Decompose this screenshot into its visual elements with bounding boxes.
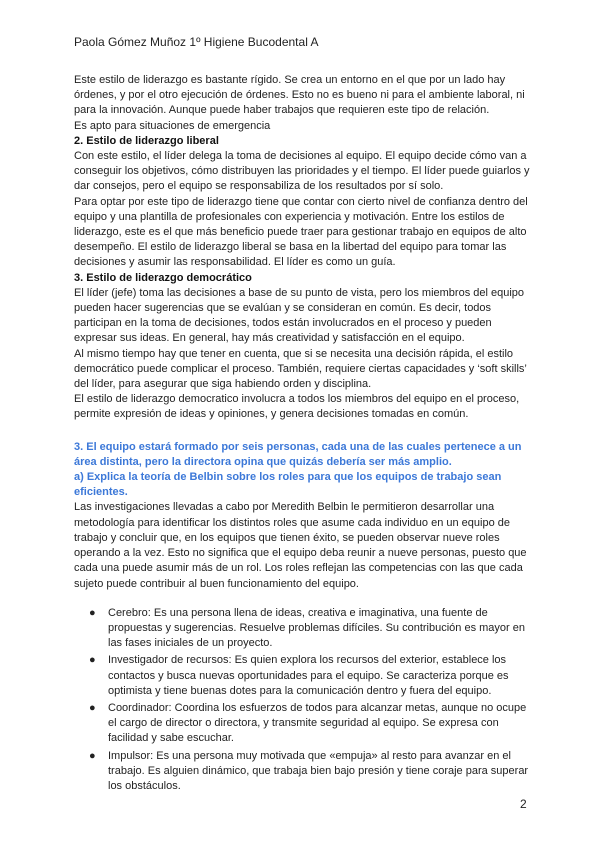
heading-democratic: 3. Estilo de liderazgo democrático — [74, 271, 252, 284]
page-number: 2 — [520, 797, 527, 811]
list-item — [74, 749, 534, 795]
heading-liberal: 2. Estilo de liderazgo liberal — [74, 134, 219, 147]
bullet-icon: ● — [89, 701, 96, 714]
democratic-paragraph-3: El estilo de liderazgo democratico involucra a todos los miembros del equipo en el proceso, permite expresión de ideas y opiniones, y genera decisiones tomadas en común. — [74, 393, 520, 421]
list-item — [74, 653, 534, 699]
intro-paragraph: Este estilo de liderazgo es bastante rígido. Se crea un entorno en el que por un lado hay órdenes, y por el otro ejecución de órdenes. Esto no es bueno ni para el ambiente laboral, ni para la innovación. Aunque puede haber trabajos que requieren este tipo de relación. — [74, 74, 525, 117]
role-text: Coordinador: Coordina los esfuerzos de todos para alcanzar metas, aunque no ocupe el cargo de director o directora, y transmite seguridad al equipo. Se expresa con facilidad y sabe escuchar. — [108, 701, 527, 745]
belbin-roles-list — [74, 606, 534, 794]
democratic-paragraph-1: El líder (jefe) toma las decisiones a base de su punto de vista, pero los miembros del equipo pueden hacer sugerencias que se evalúan y se consideran en común. Es decir, todos participan en la toma de decisiones, todos están involucrados en el proceso y pueden expresar sus ideas. En general, hay más creatividad y satisfacción en el equipo. — [74, 286, 525, 345]
list-item — [74, 606, 534, 652]
belbin-intro-paragraph: Las investigaciones llevadas a cabo por Meredith Belbin le permitieron desarrollar una metodología para identificar los distintos roles que asume cada individuo en un equipo de trabajo y concluir que, en los equipos que tienen éxito, se pueden observar nueve roles operando a la vez. Esto no significa que el equipo deba reunir a nueve personas, puesto que cada una puede asumir más de un rol. Los roles reflejan las competencias con las que cada sujeto puede contribuir al buen funcionamiento del equipo. — [74, 501, 527, 590]
intro-emergency-line: Es apto para situaciones de emergencia — [74, 119, 271, 132]
list-item — [74, 701, 534, 747]
bullet-icon: ● — [89, 654, 96, 667]
role-text: Cerebro: Es una persona llena de ideas, creativa e imaginativa, una fuente de propuestas y sugerencias. Resuelve problemas difíciles. Su contribución es mayor en las fases iniciales de un proyecto. — [108, 606, 525, 650]
bullet-icon: ● — [89, 606, 96, 619]
question-3a: a) Explica la teoría de Belbin sobre los roles para que los equipos de trabajo sean eficientes. — [74, 471, 502, 499]
document-body — [74, 73, 534, 796]
role-text: Impulsor: Es una persona muy motivada que «empuja» al resto para avanzar en el trabajo. Es alguien dinámico, que trabaja bien bajo presión y tiene coraje para superar los obstáculos. — [108, 749, 529, 792]
page-header: Paola Gómez Muñoz 1º Higiene Bucodental A — [74, 35, 319, 49]
spacer — [74, 423, 534, 440]
liberal-paragraph-2: Para optar por este tipo de liderazgo tiene que contar con cierto nivel de confianza dentro del equipo y una plantilla de profesionales con experiencia y motivación. Entre los estilos de liderazgo, este es el que más beneficio puede traer para gestionar trabajo en equipos de alto desempeño. El estilo de liderazgo liberal se basa en la libertad del equipo para tomar las decisiones y asumir las responsabilidad. El líder es como un guía. — [74, 195, 528, 269]
democratic-paragraph-2: Al mismo tiempo hay que tener en cuenta, que si se necesita una decisión rápida, el estilo democrático puede complicar el proceso. También, requiere ciertas capacidades y ‘soft skills’ del líder, para asegurar que siga habiendo orden y disciplina. — [74, 347, 527, 391]
bullet-icon: ● — [89, 749, 96, 762]
liberal-paragraph-1: Con este estilo, el líder delega la toma de decisiones al equipo. El equipo decide cómo van a conseguir los objetivos, cómo distribuyen las prioridades y el tiempo. El líder puede guiarlos y dar consejos, pero el equipo se responsabiliza de los resultados por sí solo. — [74, 150, 530, 193]
question-3: 3. El equipo estará formado por seis personas, cada una de las cuales pertenece a un área distinta, pero la directora opina que quizás debería ser más amplio. — [74, 440, 522, 468]
role-text: Investigador de recursos: Es quien explora los recursos del exterior, establece los contactos y busca nuevas oportunidades para el equipo. Se caracteriza porque es optimista y tiene buenas dotes para la comunicación dentro y fuera del equipo. — [108, 654, 509, 697]
